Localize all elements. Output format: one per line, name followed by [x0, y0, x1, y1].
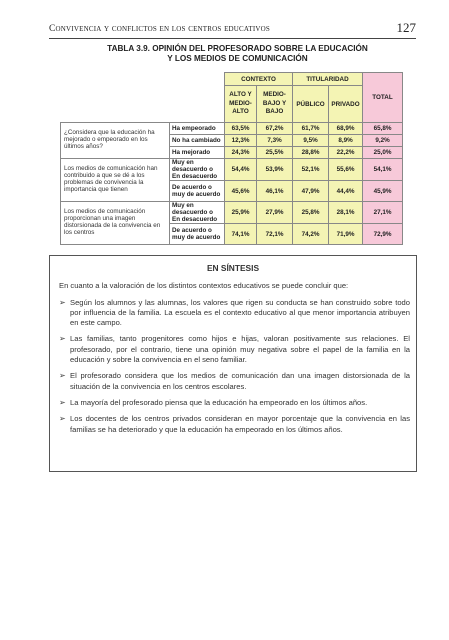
table-title-line-2: Y LOS MEDIOS DE COMUNICACIÓN	[167, 54, 308, 63]
table-cell: 61,7%	[293, 123, 329, 135]
row-label: No ha cambiado	[170, 135, 225, 147]
row-label: Ha mejorado	[170, 147, 225, 159]
bullet-text: La mayoría del profesorado piensa que la educación ha empeorado en los últimos años.	[70, 397, 368, 407]
table-cell: 68,9%	[329, 123, 363, 135]
table-cell: 28,1%	[329, 202, 363, 224]
table-cell-total: 65,8%	[363, 123, 403, 135]
table-cell: 55,6%	[329, 159, 363, 181]
table-cell: 46,1%	[257, 181, 293, 202]
question-media-importance: Los medios de comunicación han contribuido a que se dé a los problemas de convivencia la importancia que tienen	[61, 159, 170, 202]
table-cell: 71,9%	[329, 224, 363, 245]
opinion-table	[60, 72, 403, 245]
table-cell-total: 25,0%	[363, 147, 403, 159]
row-label: Ha empeorado	[170, 123, 225, 135]
table-cell: 47,9%	[293, 181, 329, 202]
table-cell-total: 45,9%	[363, 181, 403, 202]
bullet-text: El profesorado considera que los medios de comunicación dan una imagen distorsionada de la situación de la convivencia en los centros escolares.	[70, 371, 410, 391]
header-rule	[49, 38, 416, 39]
table-cell: 74,2%	[293, 224, 329, 245]
header-titularidad: TITULARIDAD	[293, 73, 363, 86]
table-cell: 8,9%	[329, 135, 363, 147]
col-alto-medio-alto: ALTO Y MEDIO- ALTO	[225, 86, 257, 123]
synthesis-intro: En cuanto a la valoración de los distintos contextos educativos se puede concluir que:	[59, 281, 349, 291]
table-cell: 54,4%	[225, 159, 257, 181]
table-cell: 74,1%	[225, 224, 257, 245]
synthesis-bullet	[59, 298, 410, 329]
table-cell: 22,2%	[329, 147, 363, 159]
bullet-text: Los docentes de los centros privados consideran en mayor porcentaje que la convivencia en las familias se ha deteriorado y que la educación ha empeorado en los últimos años.	[70, 414, 410, 434]
col-privado: PRIVADO	[329, 86, 363, 123]
arrow-bullet-icon: ➢	[59, 297, 66, 307]
question-media-distorted: Los medios de comunicación proporcionan una imagen distorsionada de la convivencia en los centros	[61, 202, 170, 245]
col-medio-bajo-bajo: MEDIO- BAJO Y BAJO	[257, 86, 293, 123]
table-cell-total: 72,9%	[363, 224, 403, 245]
table-corner	[61, 73, 225, 123]
synthesis-bullet	[59, 398, 410, 408]
running-header	[49, 20, 416, 40]
page-number: 127	[396, 20, 416, 35]
synthesis-box	[49, 255, 417, 472]
question-education: ¿Considera que la educación ha mejorado o empeorado en los últimos años?	[61, 123, 170, 159]
table-cell: 25,5%	[257, 147, 293, 159]
table-cell: 28,8%	[293, 147, 329, 159]
table-cell: 63,5%	[225, 123, 257, 135]
table-cell-total: 27,1%	[363, 202, 403, 224]
table-title	[70, 44, 405, 64]
header-contexto: CONTEXTO	[225, 73, 293, 86]
bullet-text: Según los alumnos y las alumnas, los valores que rigen su conducta se han construido sobre todo por influencia de la familia. La escuela es el contexto educativo al que menor importancia atribuyen en este campo.	[70, 297, 410, 328]
table-title-line-1: TABLA 3.9. OPINIÓN DEL PROFESORADO SOBRE LA EDUCACIÓN	[107, 44, 368, 53]
arrow-bullet-icon: ➢	[59, 414, 66, 424]
arrow-bullet-icon: ➢	[59, 397, 66, 407]
table-cell: 52,1%	[293, 159, 329, 181]
synthesis-bullet	[59, 334, 410, 365]
row-label: Muy en desacuerdo o En desacuerdo	[170, 202, 225, 224]
row-label: De acuerdo o muy de acuerdo	[170, 181, 225, 202]
synthesis-heading: EN SÍNTESIS	[206, 263, 260, 273]
table-cell: 27,9%	[257, 202, 293, 224]
running-title: Convivencia y conflictos en los centros educativos	[49, 24, 271, 34]
table-cell: 72,1%	[257, 224, 293, 245]
row-label: Muy en desacuerdo o En desacuerdo	[170, 159, 225, 181]
table-cell: 53,9%	[257, 159, 293, 181]
row-label: De acuerdo o muy de acuerdo	[170, 224, 225, 245]
col-publico: PÚBLICO	[293, 86, 329, 123]
table-cell: 12,3%	[225, 135, 257, 147]
table-cell: 9,5%	[293, 135, 329, 147]
synthesis-list	[50, 298, 416, 435]
table-cell-total: 9,2%	[363, 135, 403, 147]
table-cell: 45,6%	[225, 181, 257, 202]
table-cell: 25,9%	[225, 202, 257, 224]
table-cell: 25,8%	[293, 202, 329, 224]
arrow-bullet-icon: ➢	[59, 334, 66, 344]
table-cell: 44,4%	[329, 181, 363, 202]
header-total: TOTAL	[363, 73, 403, 123]
table-cell: 7,3%	[257, 135, 293, 147]
synthesis-bullet	[59, 414, 410, 435]
table-cell-total: 54,1%	[363, 159, 403, 181]
table-cell: 67,2%	[257, 123, 293, 135]
table-cell: 24,3%	[225, 147, 257, 159]
arrow-bullet-icon: ➢	[59, 371, 66, 381]
synthesis-bullet	[59, 371, 410, 392]
bullet-text: Las familias, tanto progenitores como hijos e hijas, valoran positivamente sus relaciones. El profesorado, por el contrario, tiene una opinión muy negativa sobre el papel de la familia en la educación y sobre la convivencia en el seno familiar.	[70, 334, 410, 365]
